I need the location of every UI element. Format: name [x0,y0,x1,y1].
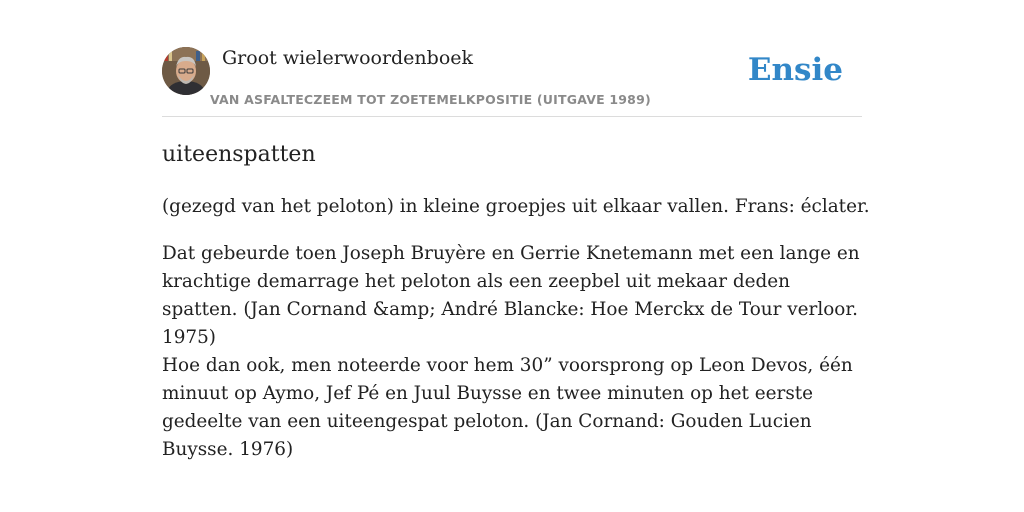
entry-headword: uiteenspatten [162,142,316,167]
book-title[interactable]: Groot wielerwoordenboek [222,47,474,69]
author-avatar[interactable] [162,47,210,95]
entry-definition: (gezegd van het peloton) in kleine groepjes uit elkaar vallen. Frans: éclater. [162,196,870,217]
header [162,46,862,117]
author-portrait-icon [162,47,210,95]
entry-quote: Dat gebeurde toen Joseph Bruyère en Gerrie Knetemann met een lange en krachtige demarrage het peloton als een zeepbel uit mekaar deden spatten. (Jan Cornand &amp; André Blancke: Hoe Merckx de Tour verloor. 1975) [162,243,860,348]
book-subtitle: VAN ASFALTECZEEM TOT ZOETEMELKPOSITIE (UITGAVE 1989) [210,92,651,107]
ensie-logo[interactable]: Ensie [747,52,843,88]
entry-quote: Hoe dan ook, men noteerde voor hem 30” voorsprong op Leon Devos, één minuut op Aymo, Jef Pé en Juul Buysse en twee minuten op het eerste gedeelte van een uiteengespat peloton. (Jan Cornand: Gouden Lucien Buysse. 1976) [162,355,853,460]
